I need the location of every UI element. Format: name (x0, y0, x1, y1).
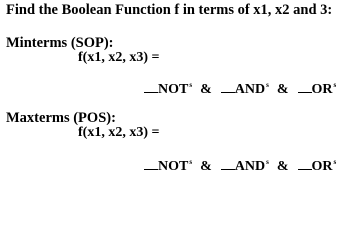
question-heading: Find the Boolean Function f in terms of x1, x2 and 3: (6, 2, 333, 18)
term-superscript: s (266, 158, 269, 166)
maxterms-label: Maxterms (POS): (6, 110, 116, 126)
term-label: AND (234, 159, 266, 174)
maxterms-and-blank[interactable] (221, 157, 269, 174)
minterms-and-blank[interactable] (221, 80, 269, 97)
term-label: NOT (158, 82, 189, 97)
term-superscript: s (333, 81, 337, 89)
maxterms-answer-row (144, 157, 336, 174)
blank-line (144, 157, 158, 170)
minterms-label: Minterms (SOP): (6, 35, 114, 51)
separator: & (200, 82, 212, 97)
blank-line (298, 157, 312, 170)
term-label: AND (234, 82, 266, 97)
maxterms-not-blank[interactable] (144, 157, 192, 174)
blank-line (298, 80, 312, 93)
separator: & (276, 159, 289, 174)
blank-line (221, 157, 235, 170)
blank-line (144, 80, 158, 93)
term-superscript: s (333, 158, 337, 166)
term-superscript: s (266, 81, 269, 89)
term-label: OR (311, 159, 333, 174)
separator: & (276, 82, 289, 97)
minterms-not-blank[interactable] (144, 80, 192, 97)
maxterms-or-blank[interactable] (298, 157, 337, 174)
maxterms-function: f(x1, x2, x3) = (78, 125, 160, 140)
separator: & (200, 159, 212, 174)
minterms-answer-row (144, 80, 336, 97)
minterms-or-blank[interactable] (298, 80, 337, 97)
term-superscript: s (189, 81, 193, 89)
blank-line (221, 80, 235, 93)
minterms-function: f(x1, x2, x3) = (78, 50, 160, 65)
term-superscript: s (189, 158, 193, 166)
term-label: OR (311, 82, 333, 97)
term-label: NOT (158, 159, 189, 174)
